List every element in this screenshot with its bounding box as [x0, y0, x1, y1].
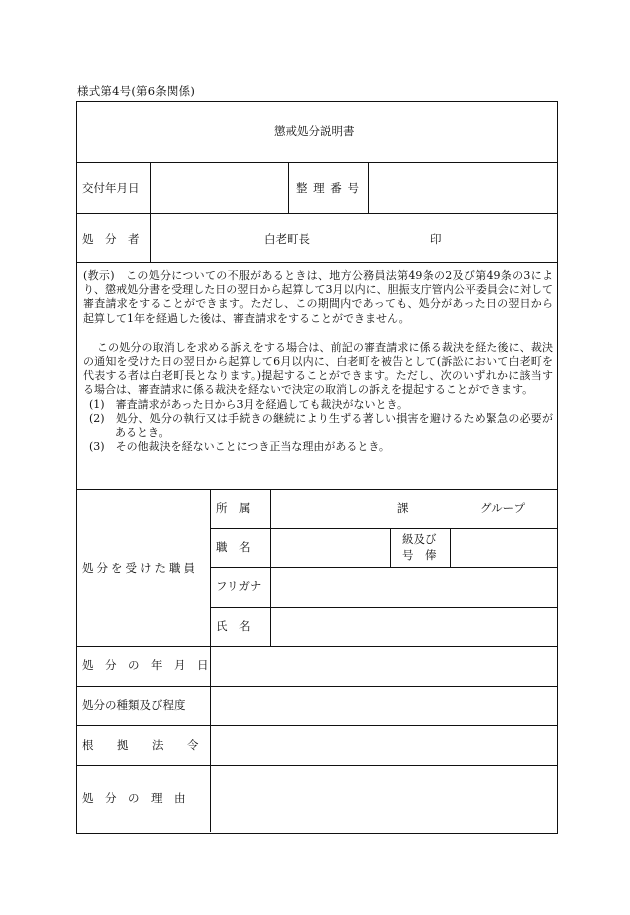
notice-item-3: (3) その他裁決を経ないことにつき正当な理由があるとき。: [89, 440, 390, 454]
legal-basis-field[interactable]: [211, 726, 555, 764]
group-suffix: グループ: [480, 501, 526, 515]
notice-paragraph-2: この処分の取消しを求める訴えをする場合は、前記の審査請求に係る裁決を経た後に、裁決の通知を受けた日の翌日から起算して6月以内に、白老町を被告として(訴訟において白老町を代表する者は白老町長となります。)提起することができます。ただし、次のいずれかに該当する場合は、審査請求に係る裁決を経ないで決定の取消しの訴えを提起することができます。: [83, 340, 553, 397]
affiliation-label: 所 属: [216, 501, 251, 515]
grade-field[interactable]: [451, 529, 555, 566]
notice-item-2: (2) 処分、処分の執行又は手続きの継続により生ずる著しい損害を避けるため緊急の必要があるとき。: [89, 411, 553, 440]
rule-disposer-bottom: [76, 262, 557, 263]
issue-date-field[interactable]: [151, 163, 287, 212]
disposer-label: 処 分 者: [82, 232, 140, 246]
disposer-name: 白老町長: [264, 232, 310, 246]
disposition-type-label: 処分の種類及び程度: [82, 698, 186, 712]
seal-mark: 印: [430, 232, 442, 246]
reason-label: 処 分 の 理 由: [82, 791, 186, 805]
furigana-label: フリガナ: [216, 579, 262, 593]
reference-number-field[interactable]: [369, 163, 555, 212]
issue-date-label: 交付年月日: [82, 181, 140, 195]
name-label: 氏 名: [216, 619, 251, 633]
grade-label-line2: 号 俸: [402, 548, 437, 562]
reference-number-label: 整 理 番 号: [296, 181, 360, 195]
form-number-label: 様式第4号(第6条関係): [77, 84, 196, 98]
employee-label: 処分を受けた職員: [82, 561, 198, 575]
section-suffix: 課: [397, 501, 409, 515]
rule-number-left: [288, 162, 289, 213]
position-field[interactable]: [271, 529, 389, 566]
reason-field[interactable]: [211, 766, 555, 831]
grade-label-line1: 級及び: [402, 532, 437, 546]
document-title: 懲戒処分説明書: [274, 124, 355, 138]
rule-notice-bottom: [76, 489, 557, 490]
disposition-type-field[interactable]: [211, 687, 555, 724]
rule-issue-bottom: [76, 213, 557, 214]
disposition-date-field[interactable]: [211, 647, 555, 685]
rule-grade-left: [390, 528, 391, 567]
disposition-date-label: 処 分 の 年 月 日: [82, 658, 209, 672]
legal-basis-label: 根 拠 法 令: [82, 738, 205, 752]
name-field[interactable]: [271, 608, 555, 645]
appeal-notice: [83, 269, 553, 454]
position-label: 職 名: [216, 540, 251, 554]
notice-item-1: (1) 審査請求があった日から3月を経過しても裁決がないとき。: [89, 397, 409, 411]
notice-paragraph-1: (教示) この処分についての不服があるときは、地方公務員法第49条の2及び第49条の3により、懲戒処分書を受理した日の翌日から起算して3月以内に、胆振支庁管内公平委員会に対して審査請求をすることができます。ただし、この期間内であっても、処分があった日の翌日から起算して1年を経過した後は、審査請求をすることができません。: [83, 269, 553, 325]
furigana-field[interactable]: [271, 568, 555, 606]
